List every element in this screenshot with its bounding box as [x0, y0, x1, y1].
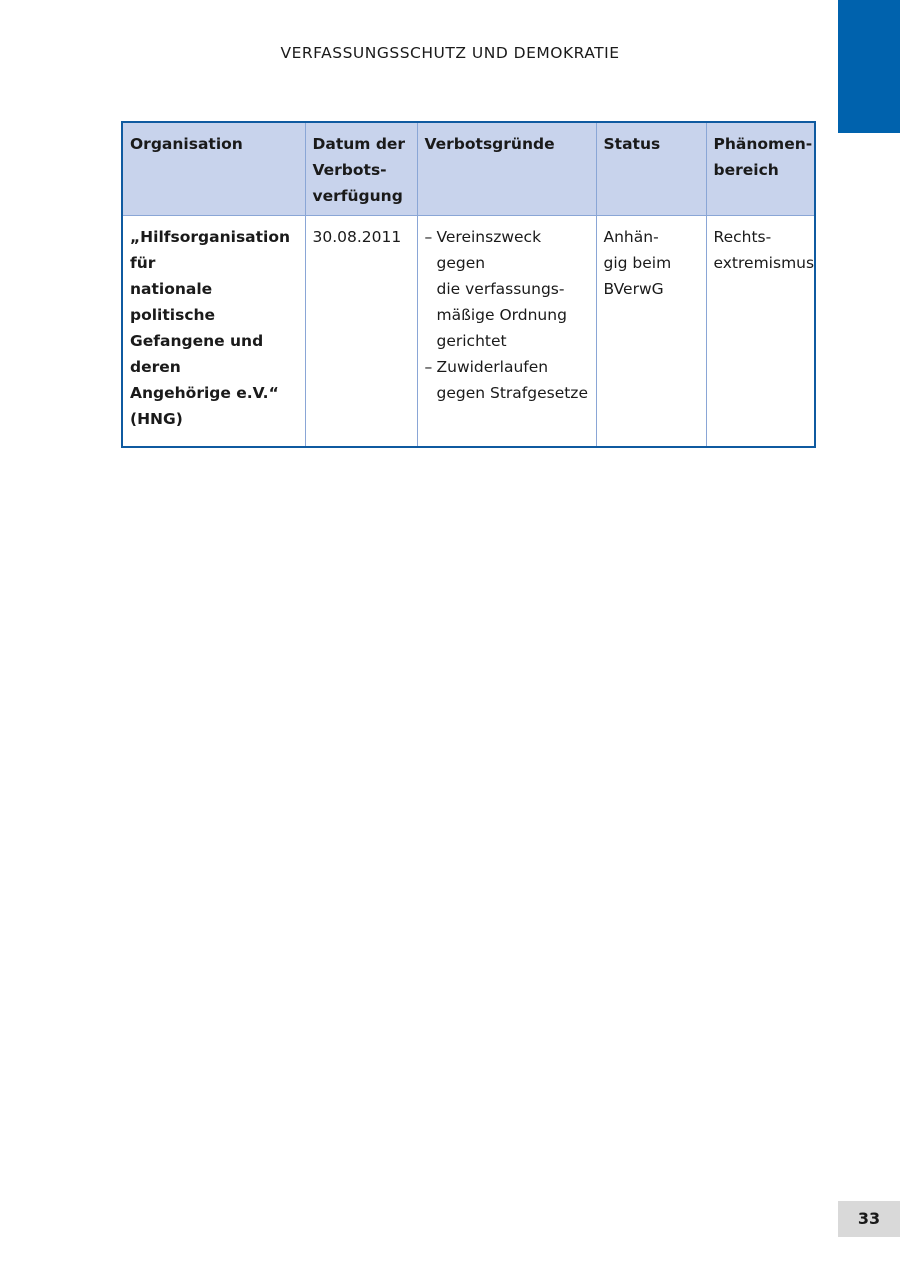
ban-table — [121, 121, 816, 448]
column-header-status: Status — [596, 122, 706, 216]
table-header-row — [122, 122, 815, 216]
cell-area: Rechts- extremismus — [706, 216, 815, 448]
dash-bullet: – — [424, 358, 433, 376]
reason-list — [425, 224, 589, 406]
cell-reasons — [417, 216, 596, 448]
list-item: – Vereinszweck gegen die verfassungs- mäßige Ordnung gerichtet — [425, 224, 589, 354]
cell-organisation: „Hilfsorganisation für nationale politische Gefangene und deren Angehörige e.V.“ (HNG) — [122, 216, 305, 448]
cell-status: Anhän- gig beim BVerwG — [596, 216, 706, 448]
running-header: VERFASSUNGSSCHUTZ UND DEMOKRATIE — [280, 44, 620, 62]
dash-bullet: – — [424, 228, 433, 246]
chapter-color-tab — [838, 0, 900, 133]
list-item: – Zuwiderlaufen gegen Strafgesetze — [425, 354, 589, 406]
cell-date: 30.08.2011 — [305, 216, 417, 448]
column-header-organisation: Organisation — [122, 122, 305, 216]
column-header-date: Datum der Verbots- verfügung — [305, 122, 417, 216]
page-number: 33 — [838, 1201, 900, 1237]
column-header-area: Phänomen- bereich — [706, 122, 815, 216]
table-row — [122, 216, 815, 448]
column-header-reasons: Verbotsgründe — [417, 122, 596, 216]
